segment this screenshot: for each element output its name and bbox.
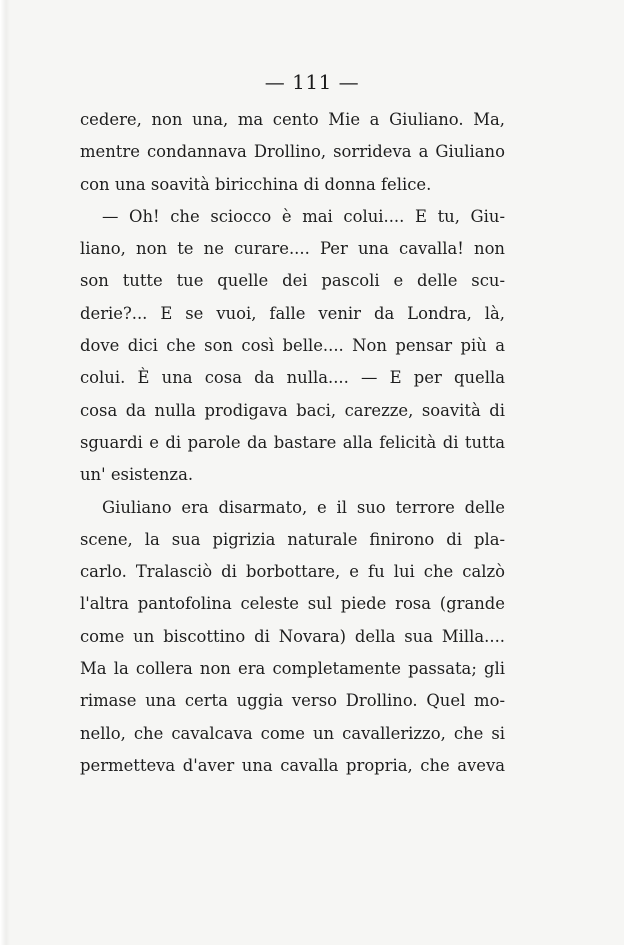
page-number: — 111 — xyxy=(264,70,360,94)
text-line: scene, la sua pigrizia naturale finirono di pla- xyxy=(80,529,505,549)
text-line: — Oh! che sciocco è mai colui.... E tu, Giu- xyxy=(102,206,505,226)
text-line: cedere, non una, ma cento Mie a Giuliano. Ma, xyxy=(80,110,505,129)
text-line: Ma la collera non era completamente passata; gli xyxy=(80,659,505,679)
text-line: cosa da nulla prodigava baci, carezze, soavità di xyxy=(80,400,505,420)
page-edge xyxy=(0,0,10,945)
text-line: dove dici che son così belle.... Non pensar più a xyxy=(80,336,505,356)
text-line: son tutte tue quelle dei pascoli e delle scu- xyxy=(80,271,505,291)
text-line: un' esistenza. xyxy=(80,465,194,485)
text-line: permetteva d'aver una cavalla propria, che aveva xyxy=(80,755,505,775)
text-line: nello, che cavalcava come un cavallerizzo, che si xyxy=(80,723,505,743)
text-line: l'altra pantofolina celeste sul piede rosa (grande xyxy=(80,594,505,614)
text-line: colui. È una cosa da nulla.... — E per quella xyxy=(80,368,505,388)
text-line: rimase una certa uggia verso Drollino. Quel mo- xyxy=(80,691,505,711)
text-line: derie?... E se vuoi, falle venir da Londra, là, xyxy=(80,303,505,323)
text-line: carlo. Tralasciò di borbottare, e fu lui che calzò xyxy=(80,562,505,582)
text-line: sguardi e di parole da bastare alla felicità di tutta xyxy=(80,432,505,452)
body-text xyxy=(80,104,505,782)
text-line: mentre condannava Drollino, sorrideva a Giuliano xyxy=(80,142,505,162)
text-line: Giuliano era disarmato, e il suo terrore delle xyxy=(102,497,505,517)
text-line: con una soavità biricchina di donna felice. xyxy=(80,174,432,194)
text-line: come un biscottino di Novara) della sua Milla.... xyxy=(80,626,505,646)
text-line: liano, non te ne curare.... Per una cavalla! non xyxy=(80,239,505,259)
